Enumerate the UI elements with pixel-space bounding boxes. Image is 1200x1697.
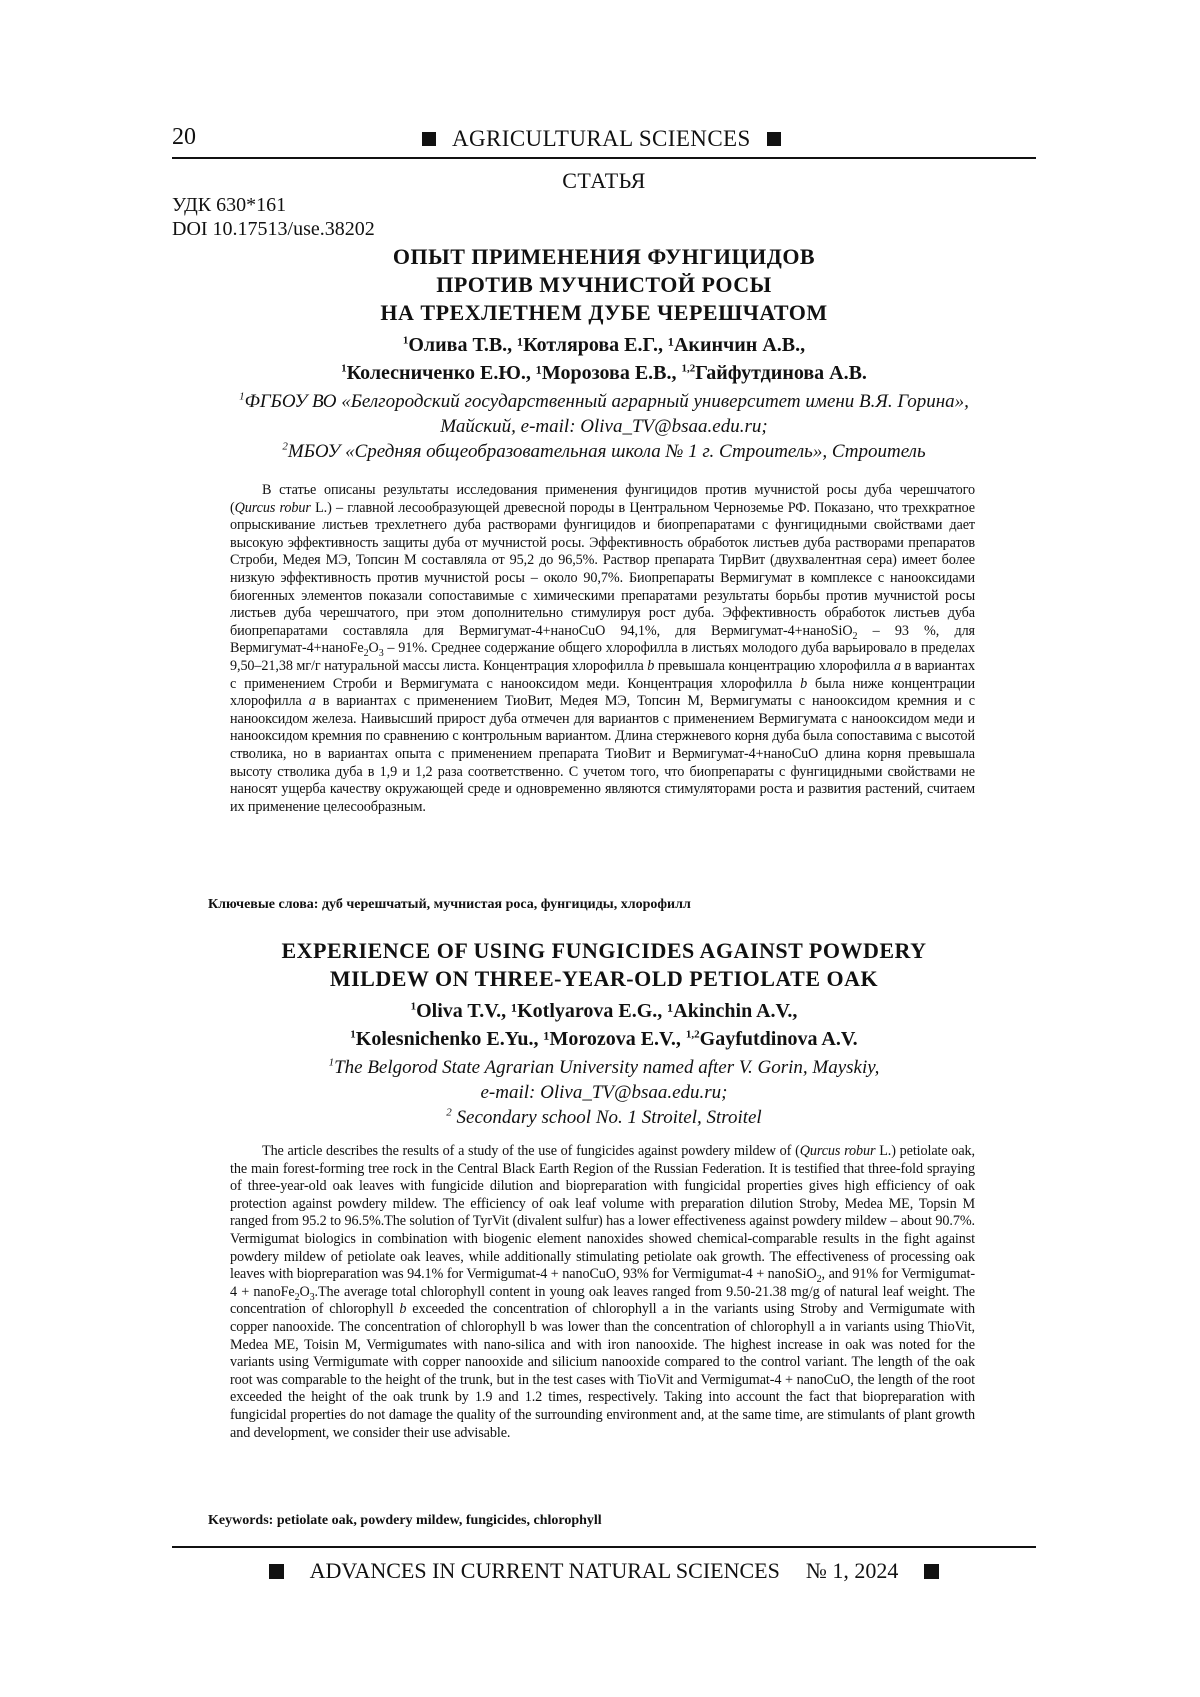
journal-section-heading: [422, 126, 781, 152]
square-bullet-icon: [767, 132, 781, 146]
ru-title-line: НА ТРЕХЛЕТНЕМ ДУБЕ ЧЕРЕШЧАТОМ: [380, 300, 828, 325]
ru-keywords: Ключевые слова: дуб черешчатый, мучнистая роса, фунгициды, хлорофилл: [208, 897, 691, 912]
footer-journal-name: ADVANCES IN CURRENT NATURAL SCIENCES: [309, 1558, 780, 1583]
en-authors-line: $^1$Oliva T.V., ¹Kotlyarova E.G., ¹Akinchin A.V.,: [410, 1000, 798, 1022]
ru-affiliation-2: $^2$МБОУ «Средняя общеобразовательная школа № 1 г. Строитель», Строитель: [282, 440, 926, 462]
en-affiliation-1-cont: e-mail: Oliva_TV@bsaa.edu.ru;: [480, 1082, 728, 1103]
ru-affiliations: [172, 389, 1036, 464]
ru-title: [172, 243, 1036, 327]
ru-authors-line: $^1$Олива Т.В., ¹Котлярова Е.Г., ¹Акинчин А.В.,: [402, 334, 806, 356]
square-bullet-icon: [269, 1564, 284, 1579]
ru-affiliation-1: $^1$ФГБОУ ВО «Белгородский государственный аграрный университет имени В.Я. Горина»,: [239, 390, 969, 412]
doi: DOI 10.17513/use.38202: [172, 218, 375, 240]
en-title-line: EXPERIENCE OF USING FUNGICIDES AGAINST POWDERY: [281, 938, 927, 963]
footer-divider: [172, 1546, 1036, 1548]
journal-section-label: AGRICULTURAL SCIENCES: [452, 126, 751, 151]
ru-abstract: В статье описаны результаты исследования применения фунгицидов против мучнистой росы дуба черешчатого (Qurcus robur L.) – главной лесообразующей древесной породы в Центральном Черноземье РФ. Показано, что трехкратное опрыскивание листьев трехлетнего дуба растворами фунгицидов и биопрепаратами с фунгицидными свойствами дает высокую эффективность защиты дуба от мучнистой росы. Эффективность обработок листьев дуба растворами препаратов Строби, Медея МЭ, Топсин М составляла от 95,2 до 96,5%. Раствор препарата ТирВит (двухвалентная сера) имеет более низкую эффективность против мучнистой росы – около 90,7%. Биопрепараты Вермигумат в комплексе с нанооксидами биогенных элементов показали сопоставимые с химическими препаратами результаты борьбы против мучнистой росы листьев дуба черешчатого, при этом дополнительно стимулируя рост дуба. Эффективность обработок листьев дуба биопрепаратами составляла для Вермигумат-4+наноCuO 94,1%, для Вермигумат-4+наноSiO$_2$ – 93 %, для Вермигумат-$4+наноFe_2O_3 - 91\%$. Среднее содержание общего хлорофилла в листьях молодого дуба варьировало в пределах 9,50–21,38 мг/г натуральной массы листа. Концентрация хлорофилла b превышала концентрацию хлорофилла a в вариантах с применением Строби и Вермигумата с нанооксидом меди. Концентрация хлорофилла b была ниже концентрации хлорофилла a в вариантах с применением ТиоВит, Медея МЭ, Топсин М, Вермигуматы с нанооксидом кремния и с нанооксидом железа. Наивысший прирост дуба отмечен для вариантов с применением Вермигумата с нанооксидом меди и нанооксидом кремния по сравнению с контрольным вариантом. Длина стержневого корня дуба была сопоставима с высотой стволика, но в вариантах опыта с применением препарата ТиоВит и Вермигумат-4+наноCuO длина корня превышала высоту стволика дуба в 1,9 и 1,2 раза соответственно. С учетом того, что биопрепараты с фунгицидными свойствами не наносят ущерба качеству окружающей среде и одновременно являются стимуляторами роста и развития растений, считаем их применение целесообразным.: [230, 482, 976, 815]
en-title-line: MILDEW ON THREE-YEAR-OLD PETIOLATE OAK: [329, 966, 879, 991]
ru-authors-line: $^1$Колесниченко Е.Ю., ¹Морозова Е.В., $^{1,2}$Гайфутдинова А.В.: [341, 362, 867, 384]
en-affiliations: [172, 1055, 1036, 1130]
footer-issue: № 1, 2024: [805, 1558, 899, 1583]
article-meta: [172, 193, 375, 241]
header-divider: [172, 157, 1036, 159]
en-authors: [172, 997, 1036, 1053]
section-label: СТАТЬЯ: [562, 168, 646, 193]
en-keywords: Keywords: petiolate oak, powdery mildew, fungicides, chlorophyll: [208, 1513, 602, 1528]
ru-authors: [172, 331, 1036, 387]
square-bullet-icon: [422, 132, 436, 146]
page-header: [172, 118, 1036, 158]
ru-affiliation-1-cont: Майский, e-mail: Oliva_TV@bsaa.edu.ru;: [440, 416, 768, 437]
en-title: [172, 937, 1036, 993]
page-footer: [172, 1553, 1036, 1589]
en-affiliation-2: $^2$ Secondary school No. 1 Stroitel, Stroitel: [446, 1106, 762, 1128]
en-affiliation-1: $^1$The Belgorod State Agrarian University named after V. Gorin, Mayskiy,: [328, 1056, 880, 1078]
square-bullet-icon: [924, 1564, 939, 1579]
page-number: 20: [172, 124, 196, 150]
ru-title-line: ОПЫТ ПРИМЕНЕНИЯ ФУНГИЦИДОВ: [392, 244, 816, 269]
en-abstract: The article describes the results of a study of the use of fungicides against powdery mildew of (Qurcus robur L.) petiolate oak, the main forest-forming tree rock in the Central Black Earth Region of the Russian Federation. It is testified that three-fold spraying of three-year-old oak leaves with fungicide dilution and biopreparation with fungicidal properties gives high efficiency of oak protection against powdery mildew. The efficiency of oak leaf volume with preparation dilution Stroby, Medea ME, Topsin M ranged from 95.2 to 96.5%.The solution of TyrVit (divalent sulfur) has a lower effectiveness against powdery mildew – about 90.7%. Vermigumat biologics in combination with biogenic element nanoxides showed chemical-comparable results in the fight against powdery mildew of petiolate oak leaves, while additionally stimulating petiolate oak growth. The effectiveness of processing oak leaves with biopreparation was 94.1% for Vermigumat-4 + nanoCuO, 93% for Vermigumat-4 + nanoSiO$_2$, and 91% for Vermigumat-4 + $nanoFe_2O_3.The$ average total chlorophyll content in young oak leaves ranged from 9.50-21.38 mg/g of natural leaf weight. The concentration of chlorophyll b exceeded the concentration of chlorophyll a in the variants using Stroby and Vermigumate with copper nanooxide. The concentration of chlorophyll b was lower than the concentration of chlorophyll a in variants using ThioVit, Medea ME, Toisin M, Vermigumates with nano-silica and with iron nanooxide. The highest increase in oak was noted for the variants using Vermigumate with copper nanooxide and silicium nanooxide compared to the control variant. The length of the oak root was comparable to the height of the trunk, but in the test cases with TioVit and Vermigumat-4 + nanoCuO, the length of the root exceeded the height of the oak trunk by 1.9 and 1.2 times, respectively. Taking into account the fact that biopreparation with fungicidal properties do not damage the quality of the surrounding environment and, at the same time, are stimulants of plant growth and development, we consider their use advisable.: [230, 1143, 975, 1441]
ru-title-line: ПРОТИВ МУЧНИСТОЙ РОСЫ: [436, 272, 772, 297]
en-authors-line: $^1$Kolesnichenko E.Yu., ¹Morozova E.V., $^{1,2}$Gayfutdinova A.V.: [350, 1028, 858, 1050]
udk-code: УДК 630*161: [172, 194, 287, 216]
